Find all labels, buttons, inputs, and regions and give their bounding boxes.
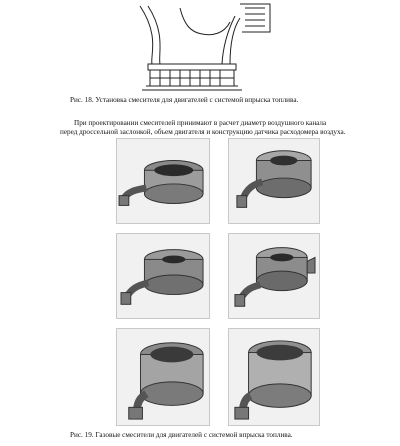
fig19-caption: Рис. 19. Газовые смесители для двигателей с системой впрыска топлива. — [70, 431, 293, 439]
mixer-photo-6 — [228, 328, 320, 426]
mixer-photo-1 — [116, 138, 210, 224]
body-paragraph-line-1: При проектировании смесителей принимают в расчет диаметр воздушного канала — [74, 119, 327, 127]
fig18-caption: Рис. 18. Установка смесителя для двигателей с системой впрыска топлива. — [70, 96, 299, 104]
body-paragraph-line-2: перед дроссельной заслонкой, объем двигателя и конструкцию датчика расходомера воздуха. — [60, 128, 346, 136]
mixer-photo-2 — [228, 138, 320, 224]
body-paragraph — [60, 119, 360, 137]
mixer-photo-4 — [228, 233, 320, 319]
mixer-photo-5 — [116, 328, 210, 426]
fig18-drawing — [120, 0, 290, 92]
mixer-photo-3 — [116, 233, 210, 319]
